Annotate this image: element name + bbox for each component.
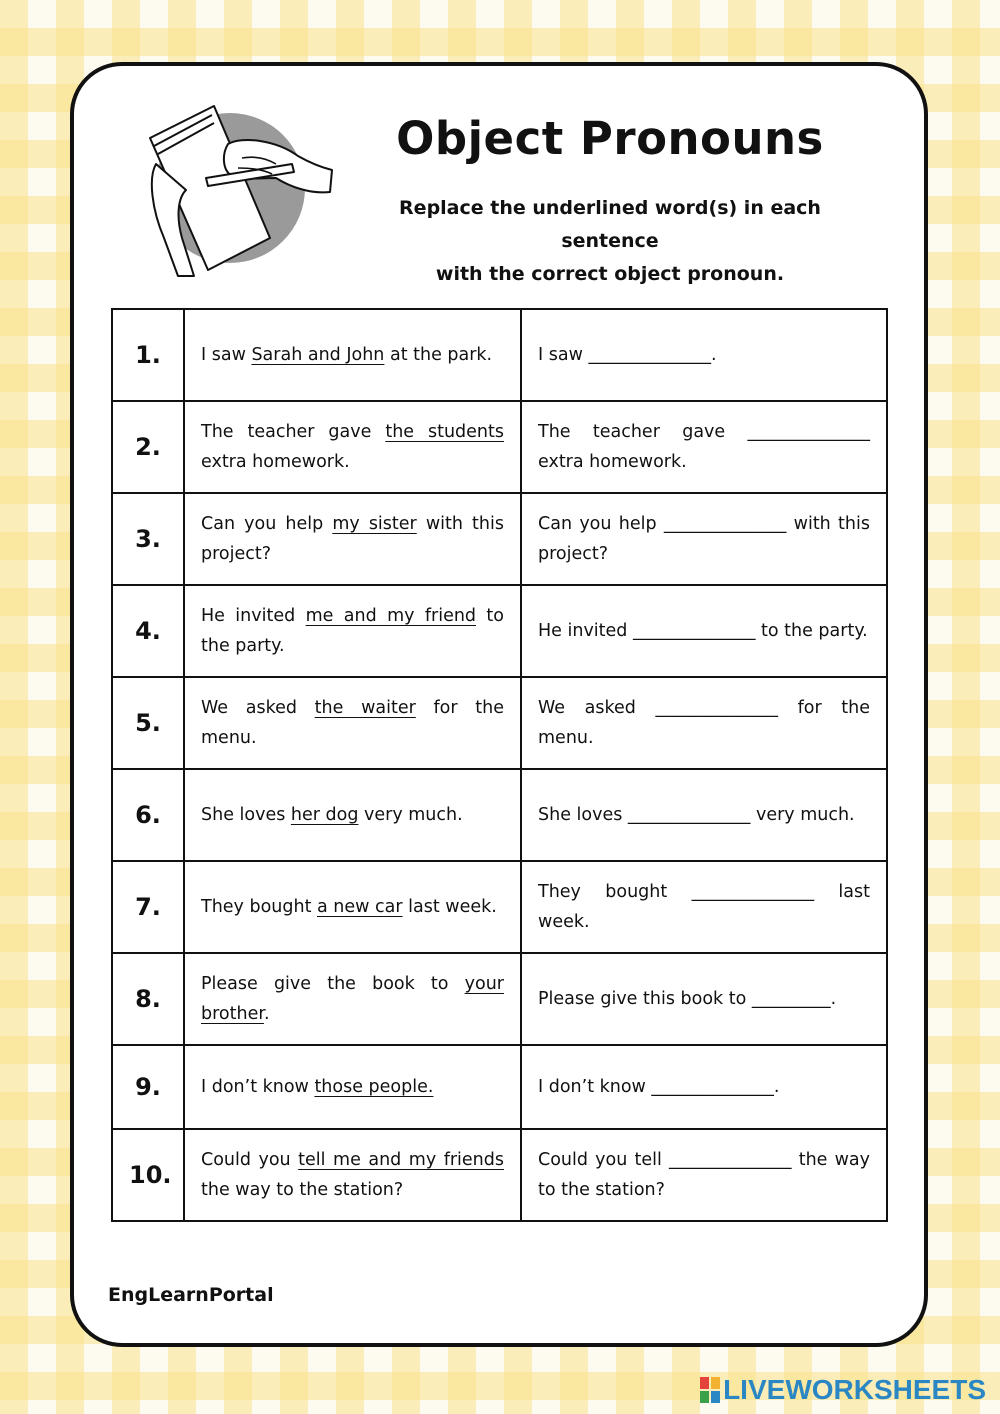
question-number: 8. <box>112 953 184 1045</box>
sentence-text: He invited <box>201 606 306 626</box>
question-sentence <box>184 769 521 861</box>
question-number: 3. <box>112 493 184 585</box>
sentence-text: Please give the book to <box>201 974 465 994</box>
question-number: 1. <box>112 309 184 401</box>
question-number: 9. <box>112 1045 184 1129</box>
sentence-text: They bought <box>201 897 317 917</box>
underlined-words: tell me and my friends <box>298 1150 504 1170</box>
sentence-text: I don’t know <box>201 1077 315 1097</box>
answer-sentence[interactable]: He invited ______________ to the party. <box>521 585 887 677</box>
question-sentence <box>184 1129 521 1221</box>
table-row <box>112 1045 887 1129</box>
sentence-text: the way to the station? <box>201 1180 404 1200</box>
sentence-text: very much. <box>358 805 463 825</box>
table-row <box>112 677 887 769</box>
question-number: 2. <box>112 401 184 493</box>
instructions-line-1: Replace the underlined word(s) in each sentence <box>399 197 821 252</box>
answer-sentence[interactable]: Could you tell ______________ the way to the station? <box>521 1129 887 1221</box>
table-row <box>112 585 887 677</box>
answer-sentence[interactable]: Please give this book to _________. <box>521 953 887 1045</box>
question-number: 6. <box>112 769 184 861</box>
liveworksheets-logo-icon <box>700 1377 720 1403</box>
sentence-text: extra homework. <box>201 452 350 472</box>
sentence-text: to the party. <box>201 606 504 656</box>
underlined-words: my sister <box>332 514 417 534</box>
sentence-text: . <box>263 1004 270 1024</box>
question-sentence <box>184 1045 521 1129</box>
liveworksheets-text: LIVEWORKSHEETS <box>723 1374 986 1405</box>
sentence-text: I saw <box>201 345 252 365</box>
question-sentence <box>184 677 521 769</box>
liveworksheets-watermark[interactable] <box>700 1374 986 1406</box>
question-sentence <box>184 585 521 677</box>
table-row <box>112 1129 887 1221</box>
answer-sentence[interactable]: She loves ______________ very much. <box>521 769 887 861</box>
underlined-words: those people. <box>314 1077 434 1097</box>
sentence-text: with this project? <box>201 514 504 564</box>
sentence-text: Can you help <box>201 514 333 534</box>
underlined-words: her dog <box>290 805 359 825</box>
question-sentence <box>184 401 521 493</box>
answer-sentence[interactable]: I don’t know ______________. <box>521 1045 887 1129</box>
answer-sentence[interactable]: Can you help ______________ with this project? <box>521 493 887 585</box>
table-row <box>112 861 887 953</box>
hand-writing-notebook-icon <box>142 98 342 278</box>
instructions-line-2: with the correct object pronoun. <box>435 263 785 285</box>
underlined-words: a new car <box>317 897 403 917</box>
question-number: 4. <box>112 585 184 677</box>
question-sentence <box>184 309 521 401</box>
underlined-words: the students <box>385 422 504 442</box>
question-sentence <box>184 493 521 585</box>
underlined-words: your brother <box>201 974 504 1024</box>
page-title: Object Pronouns <box>396 112 824 165</box>
answer-sentence[interactable]: They bought ______________ last week. <box>521 861 887 953</box>
question-sentence <box>184 861 521 953</box>
answer-sentence[interactable]: I saw ______________. <box>521 309 887 401</box>
answer-sentence[interactable]: The teacher gave ______________ extra homework. <box>521 401 887 493</box>
sentence-text: The teacher gave <box>201 422 386 442</box>
exercise-table <box>111 308 888 1222</box>
question-number: 5. <box>112 677 184 769</box>
question-sentence <box>184 953 521 1045</box>
table-row <box>112 769 887 861</box>
sentence-text: She loves <box>201 805 291 825</box>
table-row <box>112 401 887 493</box>
underlined-words: the waiter <box>314 698 416 718</box>
underlined-words: me and my friend <box>305 606 477 626</box>
brand-label: EngLearnPortal <box>108 1284 274 1306</box>
underlined-words: Sarah and John <box>251 345 385 365</box>
sentence-text: last week. <box>402 897 497 917</box>
sentence-text: at the park. <box>384 345 493 365</box>
instructions <box>360 192 860 291</box>
sentence-text: Could you <box>201 1150 299 1170</box>
answer-sentence[interactable]: We asked ______________ for the menu. <box>521 677 887 769</box>
question-number: 7. <box>112 861 184 953</box>
table-row <box>112 309 887 401</box>
table-row <box>112 953 887 1045</box>
sentence-text: for the menu. <box>201 698 504 748</box>
question-number: 10. <box>112 1129 184 1221</box>
table-row <box>112 493 887 585</box>
sentence-text: We asked <box>201 698 315 718</box>
